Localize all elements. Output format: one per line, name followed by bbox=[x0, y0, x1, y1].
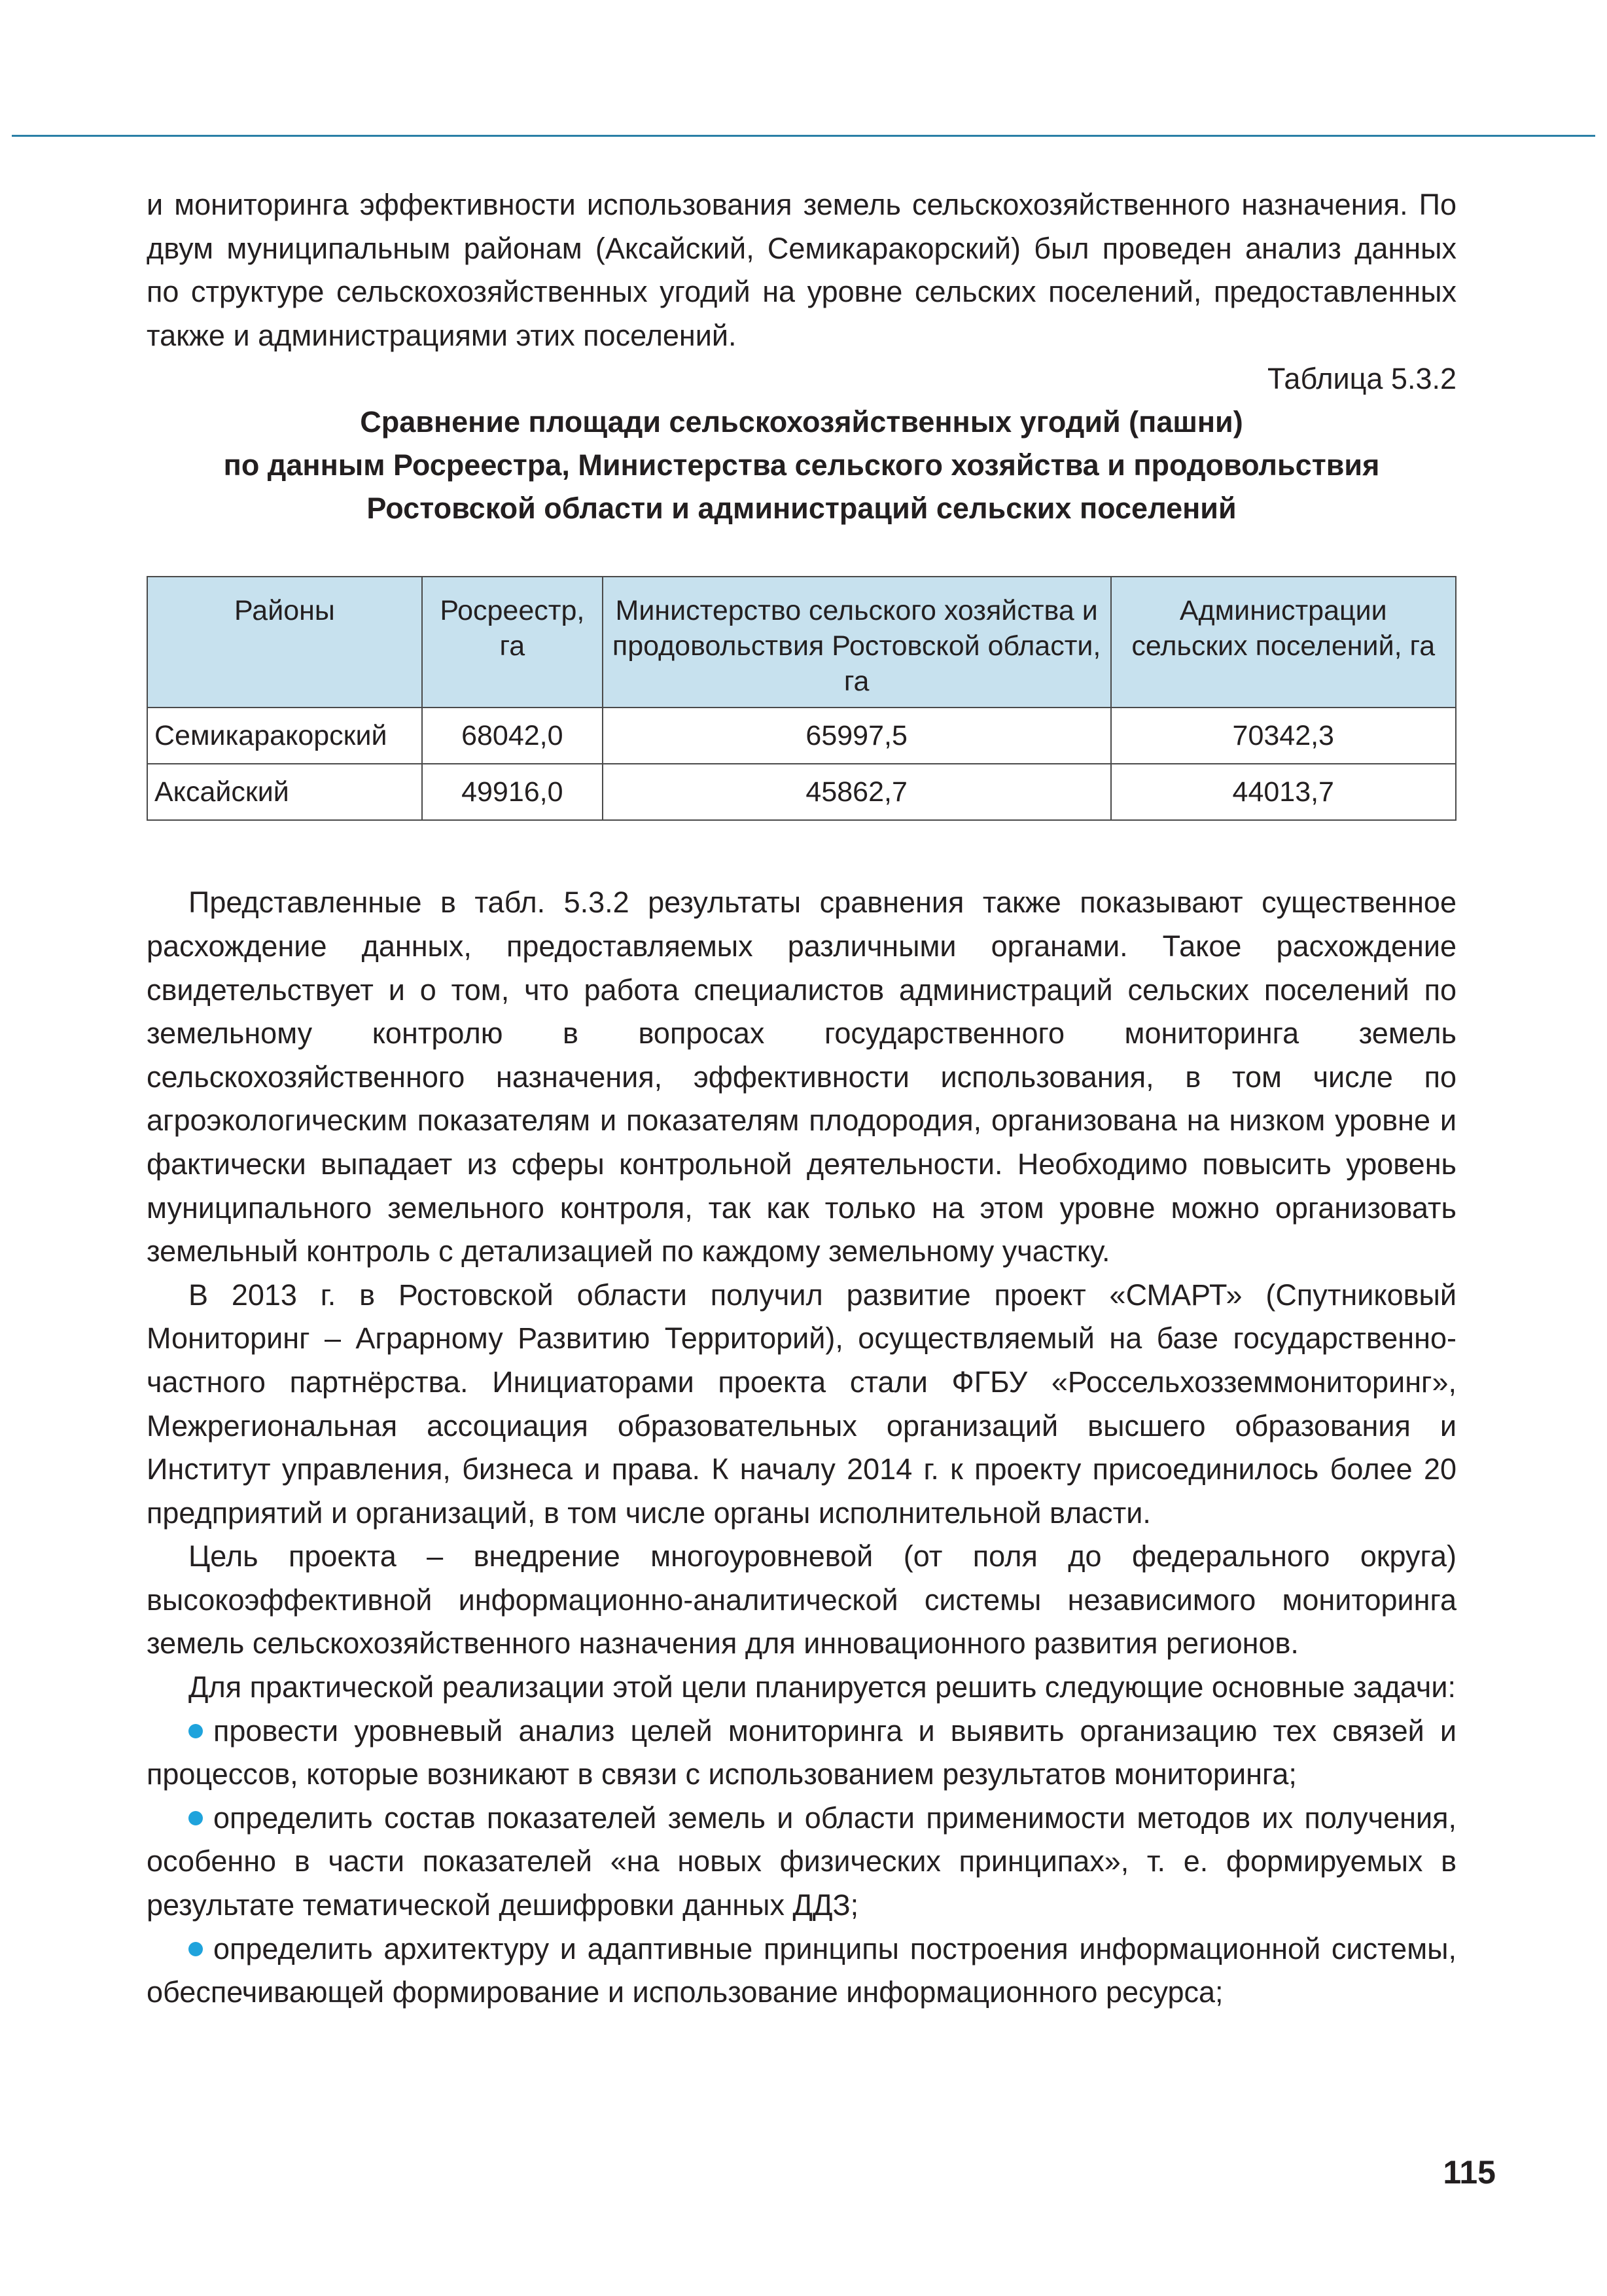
header-rule bbox=[12, 135, 1595, 137]
comparison-table bbox=[147, 576, 1457, 821]
table-header-row bbox=[147, 577, 1456, 708]
bullet-text: определить архитектуру и адаптивные принципы построения информационной системы, обеспечивающей формирование и использование информационного ресурса; bbox=[147, 1931, 1457, 2009]
header-districts: Районы bbox=[147, 577, 422, 708]
cell-administrations: 70342,3 bbox=[1111, 708, 1456, 764]
page-content bbox=[147, 183, 1457, 2015]
table-title-line-1: Сравнение площади сельскохозяйственных угодий (пашни) bbox=[360, 405, 1243, 439]
table-title-line-2: по данным Росреестра, Министерства сельского хозяйства и продовольствия bbox=[223, 448, 1380, 482]
cell-administrations: 44013,7 bbox=[1111, 764, 1456, 820]
bullet-dot-icon bbox=[188, 1942, 203, 1956]
bullet-item-2 bbox=[147, 1797, 1457, 1928]
table-caption: Таблица 5.3.2 bbox=[1267, 362, 1457, 396]
body-paragraph-2: В 2013 г. в Ростовской области получил развитие проект «СМАРТ» (Спутниковый Мониторинг – Аграрному Развитию Территорий), осуществляемый на базе государственно-частного партнёрства. Инициаторами проекта стали ФГБУ «Россельхозземмониторинг», Межрегиональная ассоциация образовательных организаций высшего образования и Институт управления, бизнеса и права. К началу 2014 г. к проекту присоединилось более 20 предприятий и организаций, в том числе органы исполнительной власти. bbox=[147, 1278, 1457, 1530]
cell-district: Аксайский bbox=[147, 764, 422, 820]
bullet-item-1 bbox=[147, 1710, 1457, 1797]
bullet-dot-icon bbox=[188, 1811, 203, 1825]
header-ministry: Министерство сельского хозяйства и продовольствия Ростовской области, га bbox=[603, 577, 1111, 708]
header-administrations: Администрации сельских поселений, га bbox=[1111, 577, 1456, 708]
header-rosreestr: Росреестр, га bbox=[422, 577, 603, 708]
page-number: 115 bbox=[1443, 2154, 1496, 2191]
intro-paragraph: и мониторинга эффективности использования земель сельскохозяйственного назначения. По двум муниципальным районам (Аксайский, Семикаракорский) был проведен анализ данных по структуре сельскохозяйственных угодий на уровне сельских поселений, предоставленных также и администрациями этих поселений. bbox=[147, 188, 1457, 352]
cell-ministry: 65997,5 bbox=[603, 708, 1111, 764]
table-row bbox=[147, 708, 1456, 764]
table-row bbox=[147, 764, 1456, 820]
bullet-text: провести уровневый анализ целей мониторинга и выявить организацию тех связей и процессов, которые возникают в связи с использованием результатов мониторинга; bbox=[147, 1713, 1457, 1791]
body-paragraph-1: Представленные в табл. 5.3.2 результаты сравнения также показывают существенное расхождение данных, предоставляемых различными органами. Такое расхождение свидетельствует и о том, что работа специалистов администраций сельских поселений по земельному контролю в вопросах государственного мониторинга земель сельскохозяйственного назначения, эффективности использования, в том числе по агроэкологическим показателям и показателям плодородия, организована на низком уровне и фактически выпадает из сферы контрольной деятельности. Необходимо повысить уровень муниципального земельного контроля, так как только на этом уровне можно организовать земельный контроль с детализацией по каждому земельному участку. bbox=[147, 886, 1457, 1268]
cell-rosreestr: 49916,0 bbox=[422, 764, 603, 820]
cell-district: Семикаракорский bbox=[147, 708, 422, 764]
table-title-line-3: Ростовской области и администраций сельских поселений bbox=[366, 492, 1237, 526]
cell-rosreestr: 68042,0 bbox=[422, 708, 603, 764]
body-paragraph-4: Для практической реализации этой цели планируется решить следующие основные задачи: bbox=[188, 1670, 1456, 1704]
bullet-text: определить состав показателей земель и области применимости методов их получения, особенно в части показателей «на новых физических принципах», т. е. формируемых в результате тематической дешифровки данных ДДЗ; bbox=[147, 1801, 1457, 1922]
bullet-dot-icon bbox=[188, 1724, 203, 1738]
cell-ministry: 45862,7 bbox=[603, 764, 1111, 820]
body-paragraph-3: Цель проекта – внедрение многоуровневой (от поля до федерального округа) высокоэффективной информационно-аналитической системы независимого мониторинга земель сельскохозяйственного назначения для инновационного развития регионов. bbox=[147, 1539, 1457, 1660]
bullet-item-3 bbox=[147, 1928, 1457, 2015]
